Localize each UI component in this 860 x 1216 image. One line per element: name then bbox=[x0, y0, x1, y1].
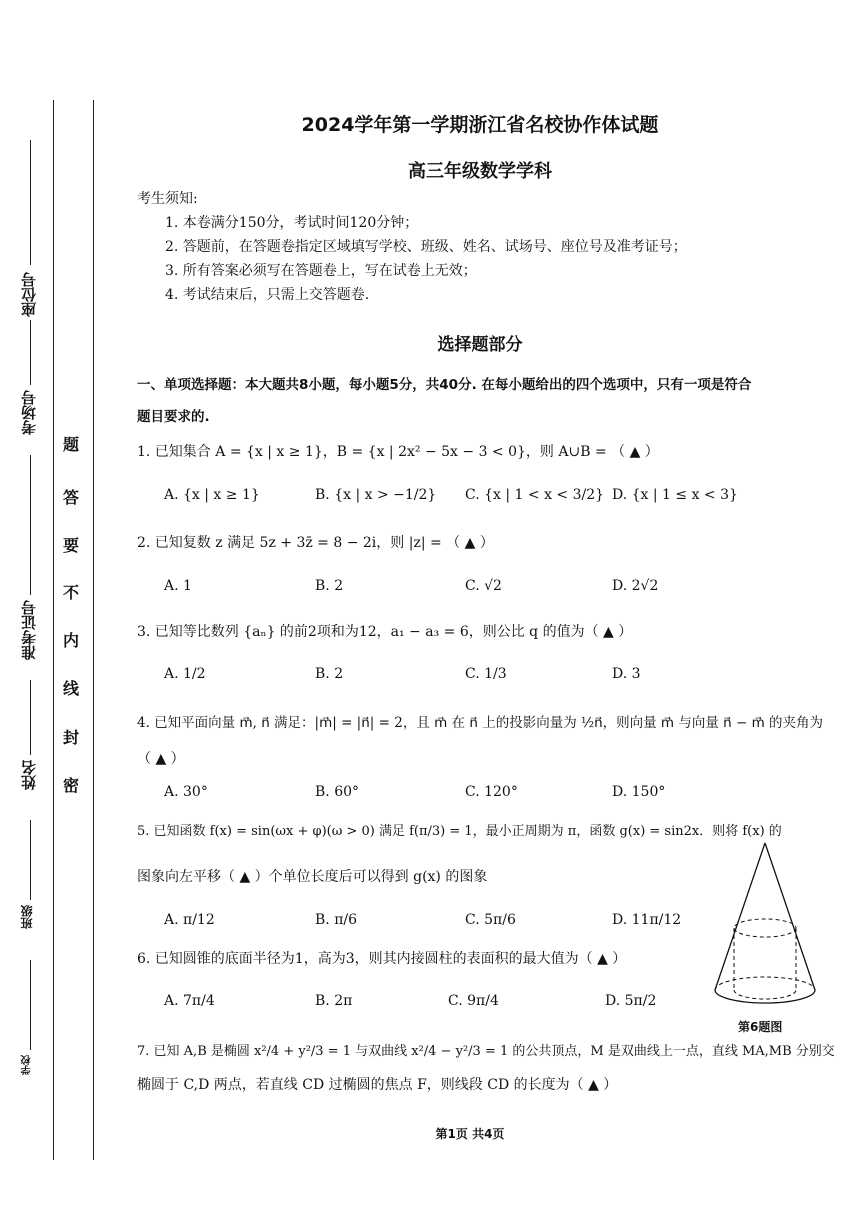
option-a: A. {x | x ≥ 1} bbox=[164, 487, 260, 503]
option-c: C. 9π/4 bbox=[448, 993, 499, 1009]
page-number: 第1页 共4页 bbox=[435, 1127, 505, 1141]
question-stem: 3. 已知等比数列 {aₙ} 的前2项和为12，a₁ − a₃ = 6，则公比 q 的值为（ ▲ ） bbox=[137, 624, 633, 640]
seal-char: 答 bbox=[62, 488, 79, 507]
name-label: 姓名 bbox=[20, 760, 38, 790]
notice-item: 4. 考试结束后，只需上交答题卷. bbox=[165, 287, 370, 303]
exam-no-label: 准考证号 bbox=[20, 600, 38, 660]
option-d: D. {x | 1 ≤ x < 3} bbox=[612, 487, 738, 503]
seal-char: 密 bbox=[62, 776, 79, 795]
seat-label: 座位号 bbox=[20, 272, 38, 317]
notice-item: 3. 所有答案必须写在答题卷上，写在试卷上无效； bbox=[165, 263, 477, 279]
section-title: 选择题部分 bbox=[437, 335, 523, 355]
seal-char: 封 bbox=[62, 728, 79, 747]
option-c: C. 1/3 bbox=[465, 666, 507, 682]
margin-line-inner bbox=[93, 100, 94, 1160]
margin-line-outer bbox=[53, 100, 54, 1160]
notice-item: 2. 答题前，在答题卷指定区域填写学校、班级、姓名、试场号、座位号及准考证号； bbox=[165, 239, 687, 255]
option-d: D. 5π/2 bbox=[605, 993, 657, 1009]
option-a: A. 30° bbox=[164, 784, 208, 800]
option-d: D. 150° bbox=[612, 784, 666, 800]
seal-char: 内 bbox=[62, 631, 79, 650]
question-stem-cont: （ ▲ ） bbox=[137, 751, 185, 767]
option-a: A. 1 bbox=[164, 578, 192, 594]
seal-char: 线 bbox=[62, 679, 79, 698]
seal-char: 题 bbox=[62, 435, 79, 454]
question-stem: 5. 已知函数 f(x) = sin(ωx + φ)(ω > 0) 满足 f(π/3) = 1，最小正周期为 π，函数 g(x) = sin2x．则将 f(x) 的 bbox=[137, 824, 782, 839]
question-stem: 2. 已知复数 z 满足 5z + 3z̄ = 8 − 2i，则 |z| = （ ▲ ） bbox=[137, 535, 494, 551]
class-blank bbox=[30, 820, 31, 900]
exam-no-blank bbox=[30, 455, 31, 595]
question-stem: 4. 已知平面向量 m⃗, n⃗ 满足：|m⃗| = |n⃗| = 2，且 m⃗ 在 n⃗ 上的投影向量为 ½n⃗，则向量 m⃗ 与向量 n⃗ − m⃗ 的夹角为 bbox=[137, 715, 824, 731]
option-b: B. 60° bbox=[315, 784, 360, 800]
question-stem: 1. 已知集合 A = {x | x ≥ 1}，B = {x | 2x² − 5x − 3 < 0}，则 A∪B = （ ▲ ） bbox=[137, 444, 659, 460]
exam-title: 2024学年第一学期浙江省名校协作体试题 bbox=[301, 114, 659, 136]
option-d: D. 3 bbox=[612, 666, 641, 682]
option-b: B. {x | x > −1/2} bbox=[315, 487, 437, 503]
option-a: A. 7π/4 bbox=[164, 993, 215, 1009]
class-label: 班级 bbox=[20, 905, 34, 929]
option-b: B. 2 bbox=[315, 666, 344, 682]
notice-heading: 考生须知: bbox=[137, 191, 198, 207]
option-b: B. 2π bbox=[315, 993, 353, 1009]
option-d: D. 11π/12 bbox=[612, 912, 682, 928]
option-c: C. {x | 1 < x < 3/2} bbox=[465, 487, 605, 503]
option-c: C. 5π/6 bbox=[465, 912, 516, 928]
school-blank bbox=[30, 960, 31, 1050]
room-label: 考场号 bbox=[20, 390, 38, 435]
option-d: D. 2√2 bbox=[612, 578, 659, 594]
question-stem-cont: 图象向左平移（ ▲ ）个单位长度后可以得到 g(x) 的图象 bbox=[137, 869, 488, 885]
option-a: A. 1/2 bbox=[164, 666, 206, 682]
exam-subtitle: 高三年级数学学科 bbox=[408, 161, 552, 182]
option-b: B. 2 bbox=[315, 578, 344, 594]
question-stem-cont: 椭圆于 C,D 两点，若直线 CD 过椭圆的焦点 F，则线段 CD 的长度为（ ▲ ） bbox=[137, 1077, 618, 1093]
question-stem: 7. 已知 A,B 是椭圆 x²/4 + y²/3 = 1 与双曲线 x²/4 − y²/3 = 1 的公共顶点，M 是双曲线上一点，直线 MA,MB 分别交 bbox=[137, 1044, 835, 1059]
figure-caption: 第6题图 bbox=[738, 1020, 783, 1034]
option-b: B. π/6 bbox=[315, 912, 358, 928]
seal-char: 不 bbox=[62, 583, 79, 602]
question-stem: 6. 已知圆锥的底面半径为1，高为3，则其内接圆柱的表面积的最大值为（ ▲ ） bbox=[137, 951, 627, 967]
option-a: A. π/12 bbox=[164, 912, 215, 928]
option-c: C. 120° bbox=[465, 784, 518, 800]
option-c: C. √2 bbox=[465, 578, 502, 594]
notice-item: 1. 本卷满分150分，考试时间120分钟； bbox=[165, 215, 419, 231]
section-instructions: 题目要求的. bbox=[137, 409, 210, 425]
cone-figure bbox=[705, 840, 825, 1015]
name-blank bbox=[30, 680, 31, 755]
seal-char: 要 bbox=[62, 536, 79, 555]
section-instructions: 一、单项选择题：本大题共8小题，每小题5分，共40分. 在每小题给出的四个选项中，只有一项是符合 bbox=[137, 377, 752, 393]
school-label: 学校 bbox=[22, 1055, 33, 1075]
